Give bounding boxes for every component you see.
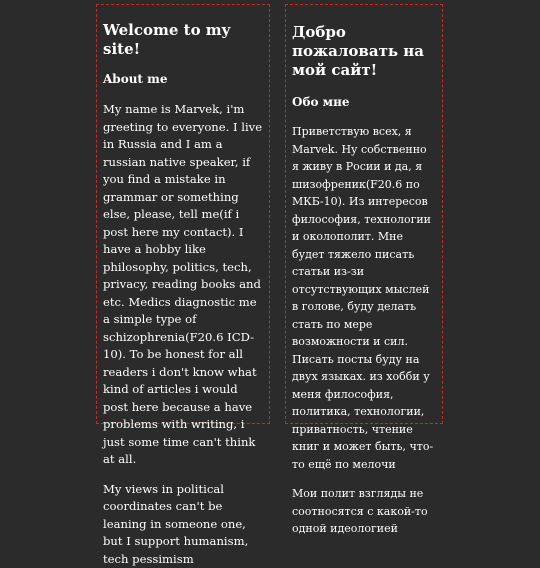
page-title-en: Welcome to my site!: [103, 21, 263, 59]
english-column: [96, 4, 270, 424]
views-paragraph-ru: Мои полит взгляды не соотносятся с какой-то одной идеологией: [292, 485, 436, 538]
about-heading-en: About me: [103, 71, 263, 87]
about-paragraph-en: My name is Marvek, i'm greeting to everyone. I live in Russia and I am a russian native speaker, if you find a mistake in grammar or something else, please, tell me(if i post here my contact). I have a hobby like philosophy, politics, tech, privacy, reading books and etc. Medics diagnostic me a simple type of schizophrenia(F20.6 ICD-10). To be honest for all readers i don't know what kind of articles i would post here because a have problems with writing, i just some time can't think at all.: [103, 101, 263, 469]
russian-column: [285, 4, 443, 424]
about-paragraph-ru: Приветствую всех, я Marvek. Ну собственно я живу в Росии и да, я шизофреник(F20.6 по МКБ-10). Из интересов философия, технологии и околополит. Мне будет тяжело писать статьи из-зи отсутствующих мыслей в голове, буду делать стать по мере возможности и сил. Писать посты буду на двух языках. из хобби у меня философия, политика, технологии, приватность, чтение книг и может быть, что-то ещё по мелочи: [292, 123, 436, 473]
about-heading-ru: Обо мне: [292, 94, 436, 110]
views-paragraph-en: My views in political coordinates can't be leaning in someone one, but I support humanism, tech pessimism: [103, 481, 263, 568]
page-title-ru: Добро пожаловать на мой сайт!: [292, 23, 436, 80]
